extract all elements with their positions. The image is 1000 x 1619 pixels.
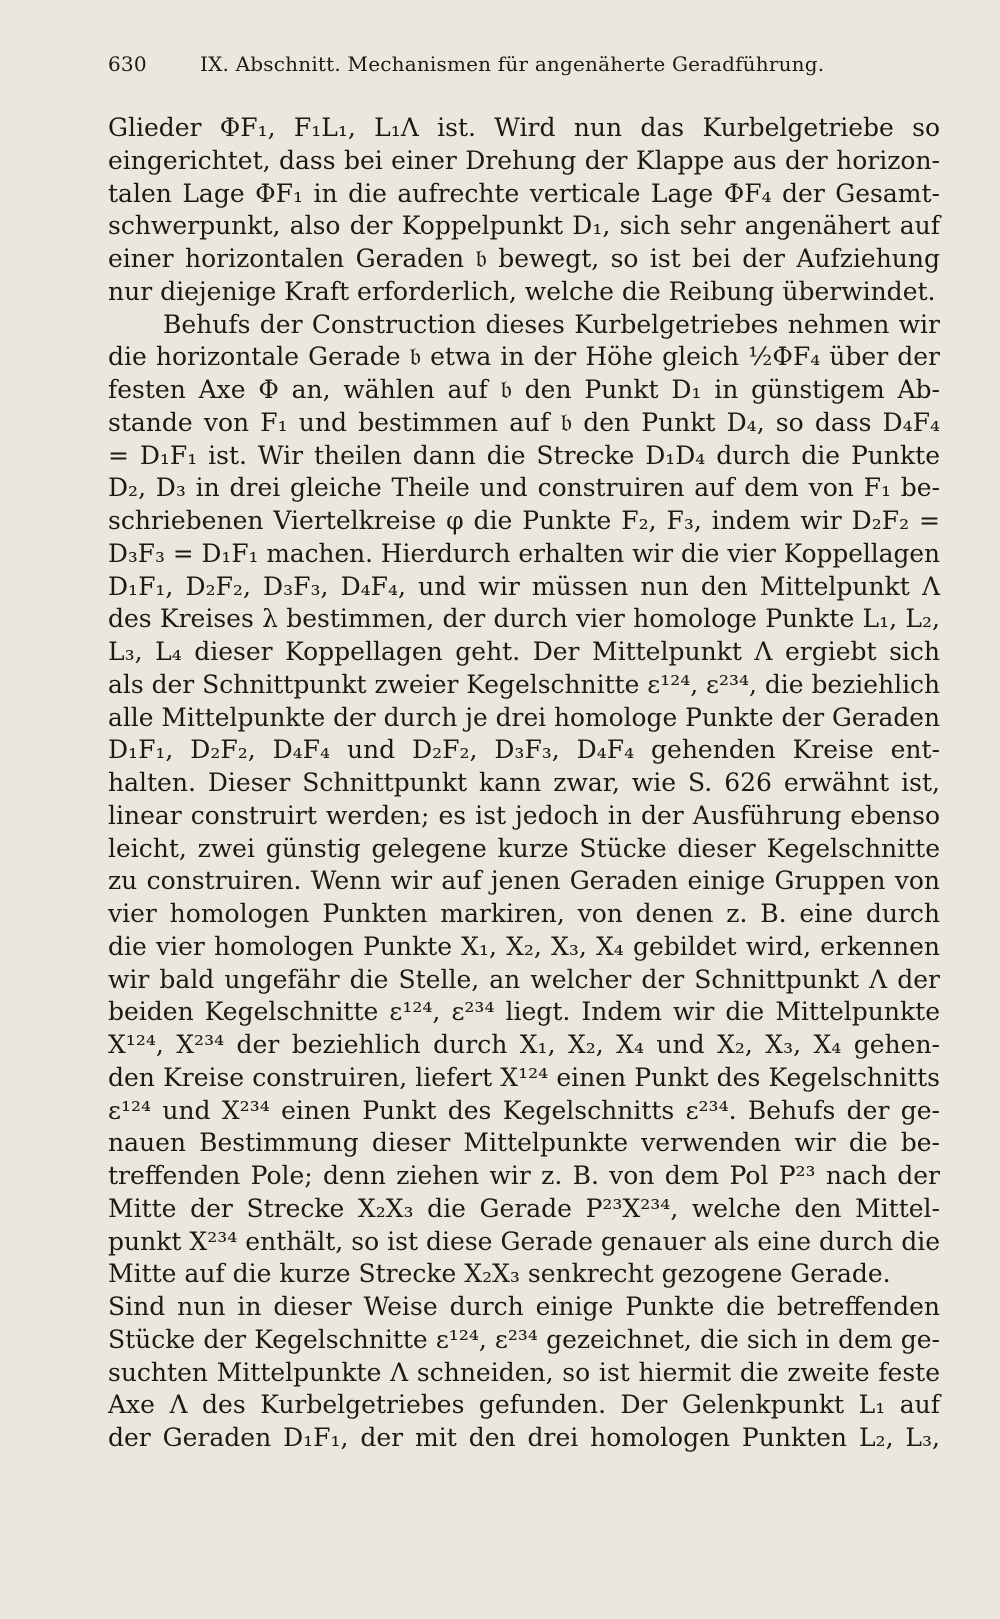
text-line: zu construiren. Wenn wir auf jenen Geraden einige Gruppen von <box>108 866 940 896</box>
text-line: Glieder ΦF₁, F₁L₁, L₁Λ ist. Wird nun das Kurbelgetriebe so <box>108 113 940 142</box>
text-line: den Kreise construiren, liefert X¹²⁴ einen Punkt des Kegelschnitts <box>108 1062 940 1092</box>
text-line: X¹²⁴, X²³⁴ der beziehlich durch X₁, X₂, X₄ und X₂, X₃, X₄ gehen- <box>108 1030 940 1059</box>
text-line: die horizontale Gerade 𝔟 etwa in der Höhe gleich ½ΦF₄ über der <box>108 342 940 372</box>
page-header <box>108 52 958 76</box>
text-line: schriebenen Viertelkreise φ die Punkte F₂, F₃, indem wir D₂F₂ = <box>108 506 940 535</box>
text-line: leicht, zwei günstig gelegene kurze Stücke dieser Kegelschnitte <box>108 833 940 863</box>
text-line: L₃, L₄ dieser Koppellagen geht. Der Mittelpunkt Λ ergiebt sich <box>108 637 940 666</box>
text-line: Behufs der Construction dieses Kurbelgetriebes nehmen wir <box>163 309 940 339</box>
text-line: wir bald ungefähr die Stelle, an welcher der Schnittpunkt Λ der <box>108 964 940 994</box>
text-line: beiden Kegelschnitte ε¹²⁴, ε²³⁴ liegt. Indem wir die Mittelpunkte <box>108 997 940 1027</box>
text-line: Mitte der Strecke X₂X₃ die Gerade P²³X²³⁴, welche den Mittel- <box>108 1193 940 1223</box>
text-line: Stücke der Kegelschnitte ε¹²⁴, ε²³⁴ gezeichnet, die sich in dem ge- <box>108 1324 940 1354</box>
text-line: D₁F₁, D₂F₂, D₃F₃, D₄F₄, und wir müssen nun den Mittelpunkt Λ <box>108 571 940 601</box>
text-line: talen Lage ΦF₁ in die aufrechte verticale Lage ΦF₄ der Gesamt- <box>108 178 940 208</box>
text-line: vier homologen Punkten markiren, von denen z. B. eine durch <box>108 899 940 928</box>
page-number: 630 <box>108 52 147 76</box>
text-line: linear construirt werden; es ist jedoch in der Ausführung ebenso <box>108 800 940 830</box>
text-line: suchten Mittelpunkte Λ schneiden, so ist hiermit die zweite feste <box>108 1357 940 1387</box>
text-line: stande von F₁ und bestimmen auf 𝔟 den Punkt D₄, so dass D₄F₄ <box>108 407 940 437</box>
text-line: D₁F₁, D₂F₂, D₄F₄ und D₂F₂, D₃F₃, D₄F₄ gehenden Kreise ent- <box>108 735 940 765</box>
text-line: schwerpunkt, also der Koppelpunkt D₁, sich sehr angenähert auf <box>108 211 940 241</box>
text-line: nur diejenige Kraft erforderlich, welche die Reibung überwindet. <box>108 276 936 306</box>
text-line: punkt X²³⁴ enthält, so ist diese Gerade genauer als eine durch die <box>108 1226 940 1256</box>
text-line: Mitte auf die kurze Strecke X₂X₃ senkrecht gezogene Gerade. <box>108 1259 891 1289</box>
text-line: treffenden Pole; denn ziehen wir z. B. von dem Pol P²³ nach der <box>108 1161 940 1190</box>
body-text <box>108 112 940 1455</box>
text-line: Sind nun in dieser Weise durch einige Punkte die betreffenden <box>108 1292 940 1321</box>
text-line: einer horizontalen Geraden 𝔟 bewegt, so ist bei der Aufziehung <box>108 244 940 273</box>
text-line: nauen Bestimmung dieser Mittelpunkte verwenden wir die be- <box>108 1128 940 1158</box>
text-line: festen Axe Φ an, wählen auf 𝔟 den Punkt D₁ in günstigem Ab- <box>108 375 940 404</box>
text-line: halten. Dieser Schnittpunkt kann zwar, wie S. 626 erwähnt ist, <box>108 768 940 797</box>
text-line: eingerichtet, dass bei einer Drehung der Klappe aus der horizon- <box>108 145 940 175</box>
text-line: ε¹²⁴ und X²³⁴ einen Punkt des Kegelschnitts ε²³⁴. Behufs der ge- <box>108 1095 940 1125</box>
text-line: des Kreises λ bestimmen, der durch vier homologe Punkte L₁, L₂, <box>108 604 940 634</box>
running-title: IX. Abschnitt. Mechanismen für angenäherte Geradführung. <box>200 52 825 76</box>
text-line: die vier homologen Punkte X₁, X₂, X₃, X₄ gebildet wird, erkennen <box>108 931 940 961</box>
text-line: alle Mittelpunkte der durch je drei homologe Punkte der Geraden <box>108 702 940 732</box>
text-line: D₃F₃ = D₁F₁ machen. Hierdurch erhalten wir die vier Koppellagen <box>108 538 940 568</box>
text-line: als der Schnittpunkt zweier Kegelschnitte ε¹²⁴, ε²³⁴, die beziehlich <box>108 669 941 699</box>
text-line: = D₁F₁ ist. Wir theilen dann die Strecke D₁D₄ durch die Punkte <box>108 440 940 470</box>
text-line: D₂, D₃ in drei gleiche Theile und construiren auf dem von F₁ be- <box>108 473 940 503</box>
text-line: Axe Λ des Kurbelgetriebes gefunden. Der Gelenkpunkt L₁ auf <box>108 1390 940 1420</box>
text-line: der Geraden D₁F₁, der mit den drei homologen Punkten L₂, L₃, <box>108 1423 940 1452</box>
